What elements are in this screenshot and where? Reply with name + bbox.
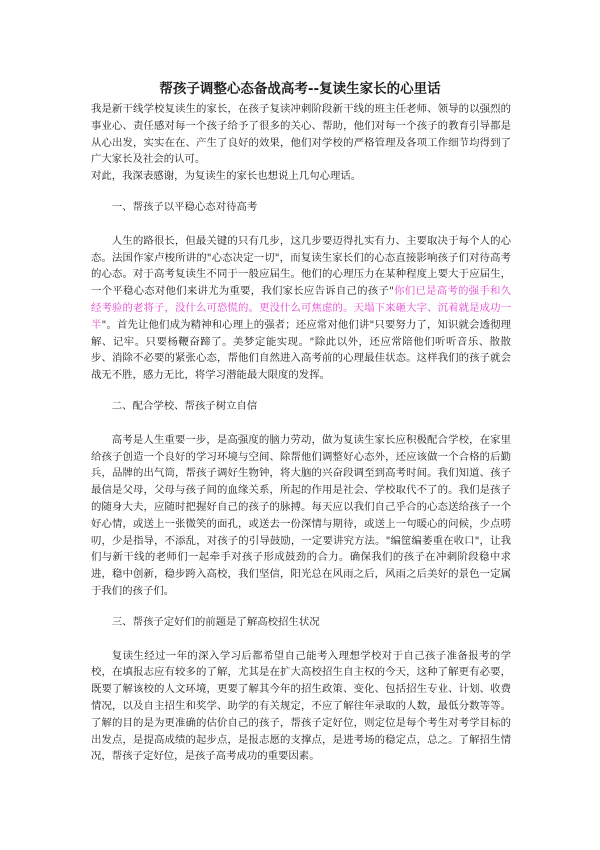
highlighted-quote: 你们已是高考的强手和久经考验的老将子，没什么可恐慌的。更没什么可焦虑的。天塌下来砸大字、沉着就是成功一半: [91, 285, 512, 331]
section-heading-3: 三、帮孩子定好们的前题是了解高校招生状况: [111, 615, 320, 628]
section-heading-2: 二、配合学校、帮孩子树立自信: [111, 399, 258, 412]
document-body: [91, 101, 511, 765]
document-title: 帮孩子调整心态备战高考--复读生家长的心里话: [159, 81, 441, 97]
section-heading-1: 一、帮孩子以平稳心态对待高考: [111, 200, 258, 213]
thanks-paragraph: 对此，我深表感谢，为复读生的家长也想说上几句心理话。: [91, 170, 362, 183]
section-1-paragraph: [91, 233, 511, 384]
section-2-paragraph: 高考是人生重要一步，是高强度的脑力劳动，做为复读生家长应积极配合学校，在家里给孩子创造一个良好的学习环境与空间、除帮他们调整好心态外，还应该做一个合格的后勤兵，品牌的出气筒，帮孩子调好生物钟，将大脑的兴奋段调至到高考时间。我们知道、孩子最信是父母，父母与孩子间的血缘关系，所起的作用是社会、学校取代不了的。我们是孩子的随身大夫，应随时把握好自己的孩子的脉搏。每天应以我们自己乎合的心态送给孩子一个好心情，或送上一张微笑的面孔，或送去一份深情与期待，或送上一句暖心的问候，少点唠叨，少是指导，不添乱，对孩子的引导鼓励，一定要讲究方法。"编筐编萎重在收口"，让我们与新干线的老师们一起牵手对孩子形成鼓劲的合力。确保我们的孩子在冲刺阶段稳中求进，稳中创新，稳步跨入高校，我们坚信，阳光总在风雨之后，风雨之后美好的景色一定属于我们的孩子们。: [91, 433, 511, 597]
intro-paragraph: 我是新干线学校复读生的家长，在孩子复读冲刺阶段新干线的班主任老师、领导的以强烈的事业心、责任感对每一个孩子给予了很多的关心、帮助，他们对每一个孩子的教育引导都是从心出发，实实在在、产生了良好的效果，他们对学校的严格管理及各项工作细节均得到了广大家长及社会的认可。: [91, 103, 511, 166]
section-1-text-before: 人生的路很长，但最关键的只有几步，这几步要迈得扎实有力、主要取决于每个人的心态。法国作家卢梭所讲的"心态决定一切"，而复读生家长们的心态直接影响孩子们对待高考的心态。对于高考复读生不同于一般应届生。他们的心理压力在某种程度上要大于应届生，一个平稳心态对他们来讲尤为重要，我们家长应告诉自己的孩子": [91, 234, 511, 298]
section-1-text-after: "。首先让他们成为精神和心理上的强者；还应常对他们讲"只要努力了，知识就会透彻理解、记牢。只要杨鞭奋蹄了。美梦定能实现。"除此以外，还应常陪他们听听音乐、散散步、消除不必要的紧张心态，帮他们自然进入高考前的心理最佳状态。这样我们的孩子就会战无不胜，感力无比，将学习潜能最大限度的发挥。: [91, 318, 512, 382]
section-3-paragraph: 复读生经过一年的深入学习后都希望自己能考入理想学校对于自己孩子准备报考的学校，在填报志应有较多的了解，尤其是在扩大高校招生自主权的今天，这种了解更有必要，既要了解该校的人文环境，更要了解其今年的招生政策、变化、包括招生专业、计划、收费情况，以及自主招生和奖学、助学的有关规定，不应了解往年录取的人数，最低分数等等。了解的目的是为更准确的估价自己的孩子，帮孩子定好位，则定位是每个考生对考学目标的出发点，是提高成绩的起步点，是报志愿的支撑点，是进考场的稳定点，总之。了解招生情况，帮孩子定好位，是孩子高考成功的重要因素。: [91, 649, 511, 763]
